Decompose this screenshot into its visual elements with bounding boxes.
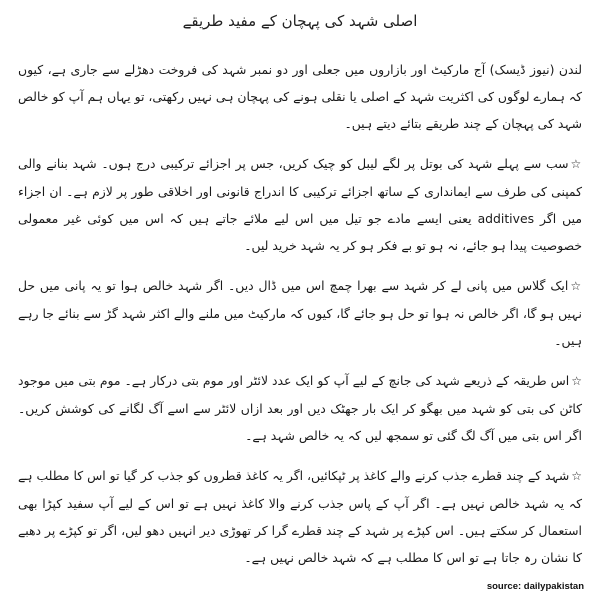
paragraph-text: اس طریقہ کے ذریعے شہد کی جانچ کے لیے آپ کو ایک عدد لائٹر اور موم بتی درکار ہے۔ موم بتی میں موجود کاٹن کی بتی کو شہد میں بھگو کر ایک بار جھٹک دیں اور بعد ازاں لائٹر سے اسے آگ لگانے کی کوشش کریں۔ اگر اس بتی میں آگ لگ گئی تو سمجھ لیں کہ یہ خالص شہد ہے۔ [18,373,582,443]
paragraph-text: ایک گلاس میں پانی لے کر شہد سے بھرا چمچ اس میں ڈال دیں۔ اگر شہد خالص ہوا تو یہ پانی میں حل نہیں ہو گا، اگر خالص نہ ہوا تو حل ہو جائے گا، کیوں کہ مارکیٹ میں ملنے والے اکثر شہد گڑ سے بنائے جا رہے ہیں۔ [18,278,582,348]
paragraph-text: لندن (نیوز ڈیسک) آج مارکیٹ اور بازاروں میں جعلی اور دو نمبر شہد کی فروخت دھڑلے سے جاری ہے، کیوں کہ ہمارے لوگوں کی اکثریت شہد کے اصلی یا نقلی ہونے کی پہچان ہی نہیں رکھتی، تو یہاں ہم آپ کو خالص شہد کی پہچان کے چند طریقے بتائے دیتے ہیں۔ [18,62,582,131]
article-paragraph-flame-test [18,367,582,449]
source-credit: source: dailypakistan [486,581,584,592]
star-icon: ☆ [571,374,582,388]
star-icon: ☆ [571,469,583,483]
article-paragraph-water-test [18,272,582,354]
paragraph-text: سب سے پہلے شہد کی بوتل پر لگے لیبل کو چیک کریں، جس پر اجزائے ترکیبی درج ہوں۔ شہد بنانے والی کمپنی کی طرف سے ایمانداری کے ساتھ اجزائے ترکیبی کا اندراج قانونی اور اخلاقی طور پر لازم ہے۔ ان اجزاء میں اگر additives یعنی ایسے مادے جو تیل میں اس لیے ملائے جاتے ہیں کہ اس میں کوئی غیر معمولی خصوصیت پیدا ہو جائے، نہ ہو تو بے فکر ہو کر یہ شہد خرید لیں۔ [18,156,582,253]
article-paragraph-label-check [18,150,582,259]
article-title: اصلی شہد کی پہچان کے مفید طریقے [182,12,418,30]
star-icon: ☆ [570,157,582,171]
article-paragraph-paper-test [18,462,582,571]
star-icon: ☆ [570,279,582,293]
paragraph-text: شہد کے چند قطرے جذب کرنے والے کاغذ پر ٹپکائیں، اگر یہ کاغذ قطروں کو جذب کر گیا تو اس کا مطلب ہے کہ یہ شہد خالص نہیں ہے۔ اگر آپ کے پاس جذب کرنے والا کاغذ نہیں ہے تو اس کے لیے آپ سفید کپڑا بھی استعمال کر سکتے ہیں۔ اس کپڑے پر شہد کے چند قطرے گرا کر تھوڑی دیر انہیں دھو لیں، اگر تو کپڑے پر دھبے کا نشان رہ جاتا ہے تو اس کا مطلب ہے کہ شہد خالص نہیں ہے۔ [18,468,582,565]
article [18,10,582,600]
article-paragraph-intro [18,56,582,137]
